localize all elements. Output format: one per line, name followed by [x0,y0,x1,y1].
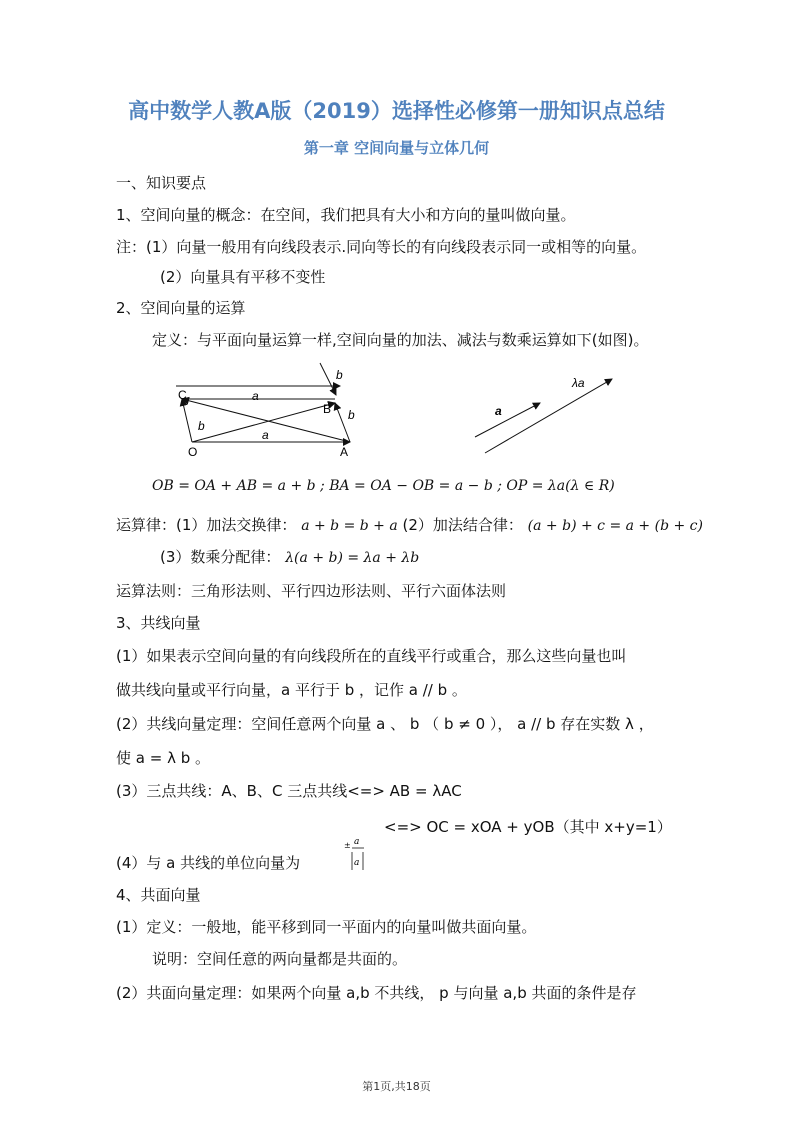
s2-law3-label: (3）数乘分配律： [160,548,281,566]
page-footer: 第1页,共18页 [362,1080,431,1093]
s4-note: 说明：空间任意的两向量都是共面的。 [152,950,408,968]
chapter-title: 第一章 空间向量与立体几何 [303,139,490,157]
label-O: O [188,445,198,459]
s1-note2: (2）向量具有平移不变性 [160,268,326,286]
s2-law2: (a + b) + c = a + (b + c) [527,518,703,534]
label-A: A [340,445,349,459]
s4-p2: (2）共面向量定理：如果两个向量 a,b 不共线， p 与向量 a,b 共面的条件是存 [116,984,637,1002]
s3-p4: (4）与 a 共线的单位向量为 [116,854,301,872]
label-a-bottom: a [262,428,269,442]
s2-title: 2、空间向量的运算 [116,299,246,317]
label-b-top: b [336,368,343,382]
label-C: C [178,388,187,402]
label-a-right: a [495,404,502,418]
label-a-top: a [252,389,259,403]
s2-definition: 定义：与平面向量运算一样,空间向量的加法、减法与数乘运算如下(如图)。 [152,331,649,349]
vector-OC [182,399,192,442]
s3-p2a: (2）共线向量定理：空间任意两个向量 a 、 b （ b ≠ 0 ）， a // b 存在实数 λ ， [116,715,654,733]
s2-law3: λ(a + b) = λa + λb [285,550,420,566]
fraction-numerator: a [354,837,360,847]
vector-a-right [475,403,540,437]
label-lambda-a: λa [572,376,585,390]
s3-title: 3、共线向量 [116,614,201,632]
s2-law3-line [160,546,419,567]
label-b-left: b [198,419,205,433]
s2-formula: OB = OA + AB = a + b ; BA = OA − OB = a − b ; OP = λa(λ ∈ R) [152,478,615,494]
s1-note1: 注：(1）向量一般用有向线段表示.同向等长的有向线段表示同一或相等的向量。 [116,238,647,256]
vector-b-diagonal [320,363,336,395]
s3-p2b: 使 a = λ b 。 [116,749,210,767]
s2-laws [116,514,703,535]
s4-title: 4、共面向量 [116,886,201,904]
s3-p1b: 做共线向量或平行向量，a 平行于 b ，记作 a // b 。 [116,681,467,699]
s4-p1: (1）定义：一般地，能平移到同一平面内的向量叫做共面向量。 [116,918,537,936]
s3-p3a: (3）三点共线：A、B、C 三点共线<=> AB = λAC [116,782,462,800]
s2-law1: a + b = b + a [301,518,398,534]
label-b-right: b [348,408,355,422]
s2-law2-label: (2）加法结合律： [402,516,523,534]
s2-laws-label: 运算律：(1）加法交换律： [116,516,297,534]
s3-p1a: (1）如果表示空间向量的有向线段所在的直线平行或重合，那么这些向量也叫 [116,647,627,665]
section-heading-knowledge: 一、知识要点 [116,174,207,192]
page-title: 高中数学人教A版（2019）选择性必修第一册知识点总结 [128,99,665,123]
vector-lambda-a [485,379,612,453]
fraction-denominator: a [354,858,360,868]
vector-diagram [160,355,630,467]
plus-minus-sign: ± [344,841,351,850]
unit-vector-fraction [344,832,366,874]
label-B: B [323,402,332,416]
s1-concept: 1、空间向量的概念：在空间，我们把具有大小和方向的量叫做向量。 [116,206,576,224]
s3-p3b: <=> OC = xOA + yOB（其中 x+y=1） [384,818,672,836]
s2-rules: 运算法则：三角形法则、平行四边形法则、平行六面体法则 [116,582,507,600]
